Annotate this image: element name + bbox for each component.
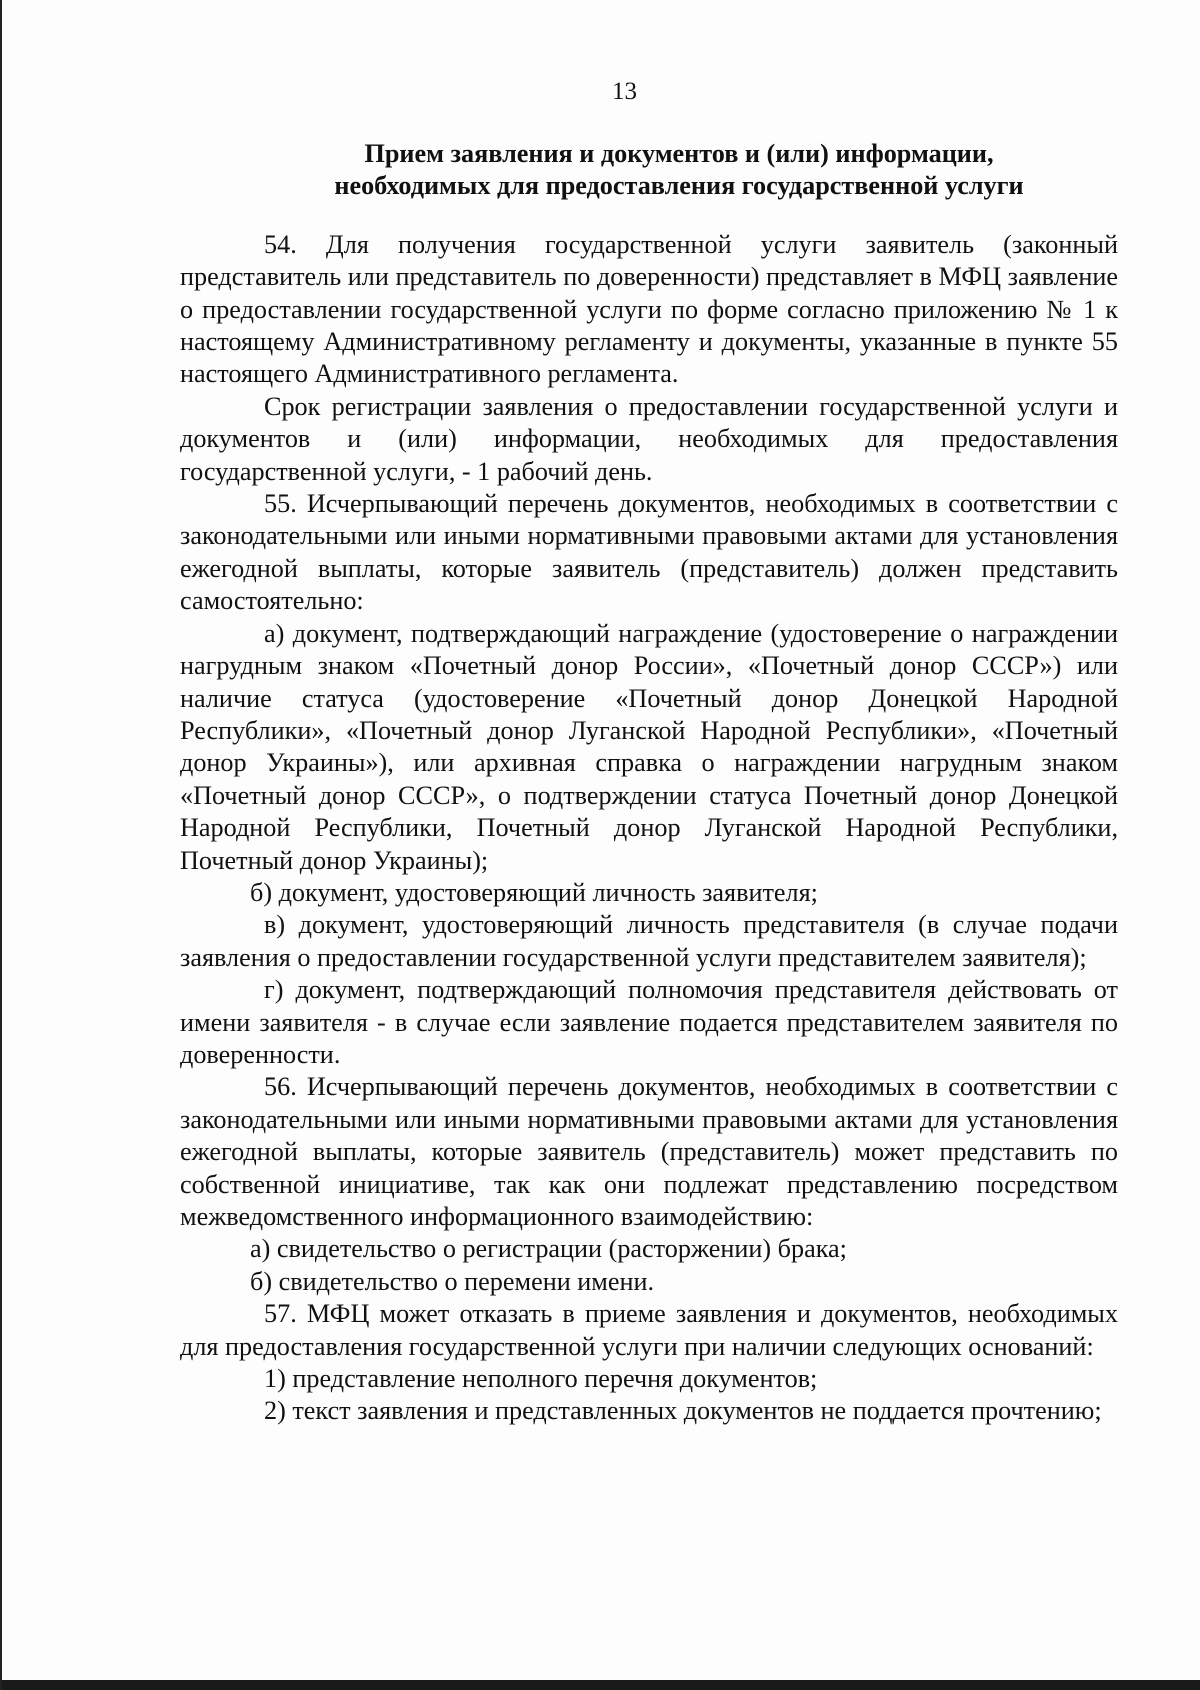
paragraph-registration-term: Срок регистрации заявления о предоставлении государственной услуги и документов и (или) информации, необходимых для предоставления государственной услуги, - 1 рабочий день. (180, 391, 1118, 486)
list-item-56-a: а) свидетельство о регистрации (расторжении) брака; (250, 1234, 847, 1264)
list-item-56-b: б) свидетельство о перемени имени. (250, 1266, 655, 1296)
heading-line-2: необходимых для предоставления государственной услуги (334, 171, 1024, 201)
document-body (180, 138, 1118, 1428)
list-item-55-g: г) документ, подтверждающий полномочия представителя действовать от имени заявителя - в случае если заявление подается представителем заявителя по доверенности. (180, 975, 1118, 1069)
list-item-55-a: а) документ, подтверждающий награждение (удостоверение о награждении нагрудным знаком «Почетный донор России», «Почетный донор СССР») или наличие статуса (удостоверение «Почетный донор Донецкой Народной Республики», «Почетный донор Луганской Народной Республики», «Почетный донор Украины»), или архивная справка о награждении нагрудным знаком «Почетный донор СССР», о подтверждении статуса Почетный донор Донецкой Народной Республики, Почетный донор Луганской Народной Республики, Почетный донор Украины); (180, 618, 1118, 875)
list-item-57-2: 2) текст заявления и представленных документов не поддается прочтению; (264, 1396, 1102, 1426)
list-item-55-b: б) документ, удостоверяющий личность заявителя; (250, 877, 818, 907)
paragraph-55: 55. Исчерпывающий перечень документов, необходимых в соответствии с законодательными или иными нормативными правовыми актами для установления ежегодной выплаты, которые заявитель (представитель) должен представить самостоятельно: (180, 489, 1118, 616)
page-number: 13 (612, 78, 637, 105)
list-item-57-1: 1) представление неполного перечня документов; (264, 1364, 818, 1394)
list-item-55-v: в) документ, удостоверяющий личность представителя (в случае подачи заявления о предоставлении государственной услуги представителем заявителя); (180, 910, 1118, 972)
paragraph-54: 54. Для получения государственной услуги заявитель (законный представитель или представитель по доверенности) представляет в МФЦ заявление о предоставлении государственной услуги по форме согласно приложению № 1 к настоящему Административному регламенту и документы, указанные в пункте 55 настоящего Административного регламента. (180, 229, 1118, 389)
section-heading (180, 138, 1118, 203)
paragraph-56: 56. Исчерпывающий перечень документов, необходимых в соответствии с законодательными или иными нормативными правовыми актами для установления ежегодной выплаты, которые заявитель (представитель) может представить по собственной инициативе, так как они подлежат представлению посредством межведомственного информационного взаимодействию: (180, 1072, 1118, 1231)
paragraph-57: 57. МФЦ может отказать в приеме заявления и документов, необходимых для предоставления государственной услуги при наличии следующих оснований: (180, 1299, 1118, 1361)
scan-bottom-edge (2, 1680, 1200, 1690)
heading-line-1: Прием заявления и документов и (или) информации, (364, 139, 994, 168)
